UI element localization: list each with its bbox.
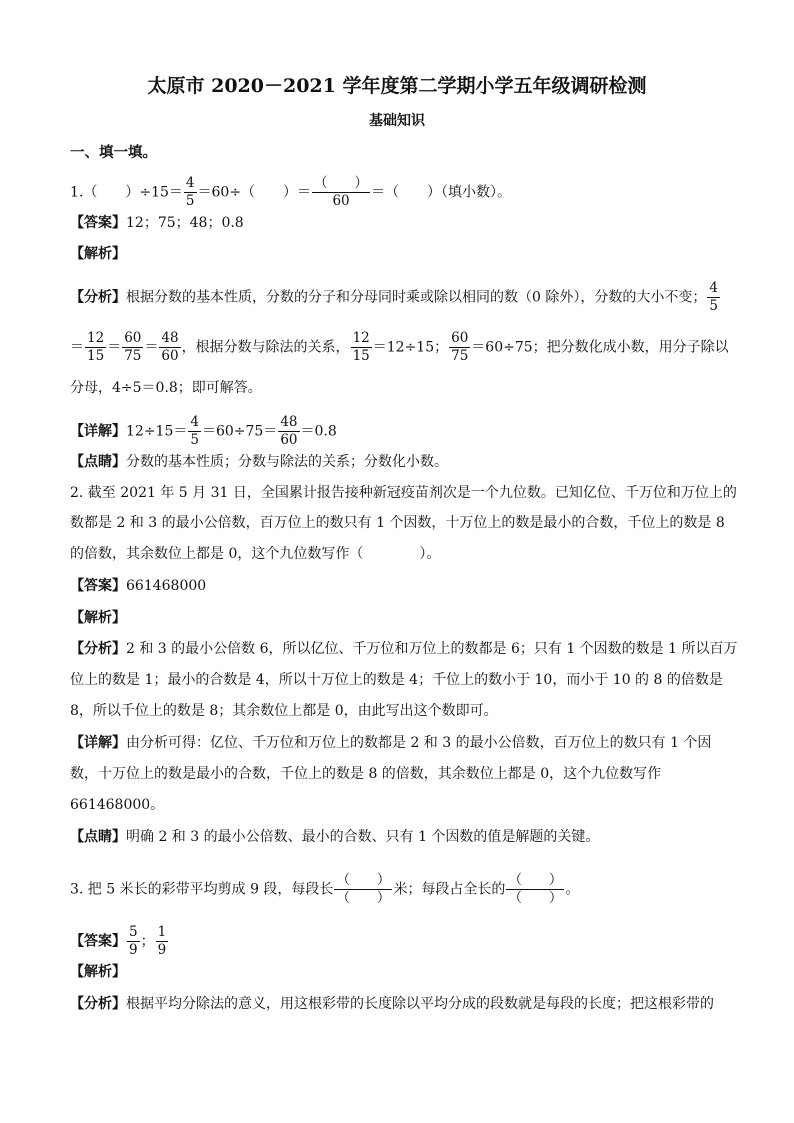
fraction: $\frac{48}{60}$	[280, 414, 298, 448]
fraction: $\frac{4}{5}$	[190, 414, 199, 448]
fraction-blank: $\frac{( )}{60}$	[314, 175, 369, 209]
q1-fenxi-line2: ＝ $\frac{12}{15}$ ＝ $\frac{60}{75}$ ＝ $\frac{48}{60}$ ，根据分数与除法的关系， $\frac{12}{15}$ ＝12÷15； $\frac{60}{75}$ ＝60÷75；把分数化成小数，用分子除以	[70, 330, 729, 364]
q2-xiangjie-line3: 661468000。	[70, 797, 165, 813]
q2-fenxi-line2: 位上的数是 1；最小的合数是 4，所以十万位上的数是 4；千位上的数小于 10，而小于 10 的 8 的倍数是	[70, 672, 723, 688]
q3-fenxi-line1: 【分析】根据平均分除法的意义，用这根彩带的长度除以平均分成的段数就是每段的长度；把这根彩带的	[70, 996, 714, 1012]
fraction-blank: $\frac{( )}{( )}$	[508, 872, 563, 906]
q1-analysis-label: 【解析】	[70, 246, 126, 262]
q2-xiangjie-line2: 数，十万位上的数是最小的合数，千位上的数是 8 的倍数，其余数位上都是 0，这个九位数写作	[70, 766, 662, 782]
page-subtitle: 基础知识	[369, 113, 425, 129]
q2-analysis-label: 【解析】	[70, 610, 126, 626]
q1-text-a: 1.（ ）÷15＝	[70, 184, 183, 201]
fraction-blank: $\frac{( )}{( )}$	[336, 872, 391, 906]
fraction: $\frac{12}{15}$	[352, 330, 370, 364]
q2-line3: 的倍数，其余数位上都是 0，这个九位数写作（ ）。	[70, 546, 441, 562]
q1-answer	[70, 213, 244, 233]
q2-fenxi-line1: 【分析】2 和 3 的最小公倍数 6，所以亿位、千万位和万位上的数都是 6；只有 1 个因数的数是 1 所以百万	[70, 641, 738, 657]
fraction: $\frac{4}{5}$	[709, 280, 718, 314]
q3-analysis-label: 【解析】	[70, 964, 126, 980]
fraction: $\frac{48}{60}$	[161, 330, 179, 364]
q1-text-b: ＝60÷（ ）＝	[197, 184, 312, 201]
q2-dianjing: 【点睛】明确 2 和 3 的最小公倍数、最小的合数、只有 1 个因数的值是解题的关键。	[70, 829, 600, 845]
fraction: $\frac{4}{5}$	[185, 175, 195, 209]
q1-dianjing: 【点睛】分数的基本性质；分数与除法的关系；分数化小数。	[70, 454, 448, 470]
answer-text: 12；75；48；0.8	[126, 215, 244, 231]
q1-fenxi-line3: 分母，4÷5＝0.8；即可解答。	[70, 380, 262, 396]
q1-fenxi-line1: 【分析】根据分数的基本性质，分数的分子和分母同时乘或除以相同的数（0 除外），分数的大小不变； $\frac{4}{5}$	[70, 280, 718, 314]
fraction: $\frac{12}{15}$	[87, 330, 105, 364]
fraction: $\frac{1}{9}$	[157, 924, 167, 958]
q2-line1: 2. 截至 2021 年 5 月 31 日，全国累计报告接种新冠疫苗剂次是一个九位数。已知亿位、千万位和万位上的	[70, 485, 737, 501]
q2-xiangjie-line1: 【详解】由分析可得：亿位、千万位和万位上的数都是 2 和 3 的最小公倍数，百万位上的数只有 1 个因	[70, 735, 712, 751]
fraction: $\frac{5}{9}$	[129, 924, 138, 958]
answer-label: 【答案】	[70, 215, 126, 231]
fraction: $\frac{60}{75}$	[451, 330, 469, 364]
page-title: 太原市 2020－2021 学年度第二学期小学五年级调研检测	[147, 75, 647, 97]
fraction: $\frac{60}{75}$	[124, 330, 142, 364]
q1-text-c: ＝（ ）（填小数）。	[371, 184, 512, 201]
q2-fenxi-line3: 8，所以千位上的数是 8；其余数位上都是 0，由此写出这个数即可。	[70, 703, 498, 719]
q2-line2: 数都是 2 和 3 的最小公倍数，百万位上的数只有 1 个因数，十万位上的数是最小的合数，千位上的数是 8	[70, 515, 725, 531]
q2-answer: 【答案】661468000	[70, 578, 207, 594]
question-3: 3. 把 5 米长的彩带平均剪成 9 段，每段长 $\frac{( )}{( )}$ 米；每段占全长的 $\frac{( )}{( )}$ 。	[70, 872, 580, 906]
q1-xiangjie: 【详解】12÷15＝ $\frac{4}{5}$ ＝60÷75＝ $\frac{48}{60}$ ＝0.8	[70, 414, 337, 448]
question-1	[70, 175, 511, 210]
q3-answer: 【答案】 $\frac{5}{9}$ ； $\frac{1}{9}$	[70, 924, 167, 958]
section-heading: 一、填一填。	[70, 144, 157, 161]
